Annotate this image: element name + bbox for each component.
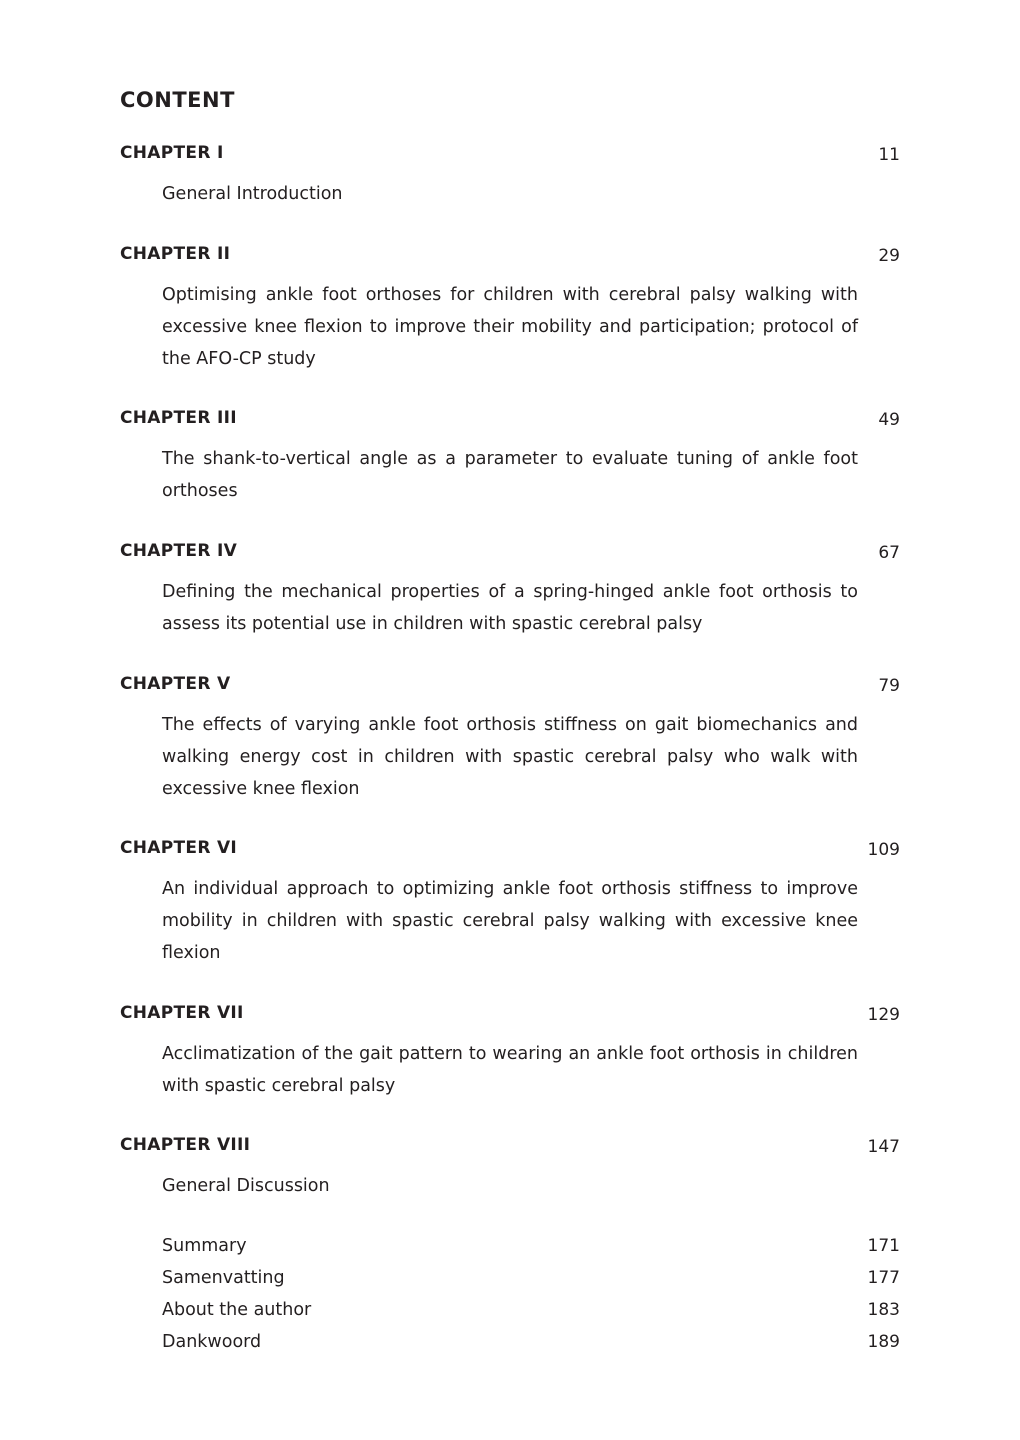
back-matter-label: Dankwoord bbox=[162, 1332, 262, 1352]
chapter-page-number: 79 bbox=[878, 676, 900, 696]
chapter-title: An individual approach to optimizing ankle foot orthosis stiffness to improve mobility in children with spastic cerebral palsy walking with excessive knee flexion bbox=[162, 879, 858, 963]
back-matter-label: Samenvatting bbox=[162, 1268, 285, 1288]
chapter-label: CHAPTER V bbox=[120, 674, 231, 694]
chapter-title: General Introduction bbox=[162, 184, 343, 204]
chapter-title: General Discussion bbox=[162, 1176, 330, 1196]
toc-chapter-2[interactable] bbox=[120, 244, 900, 375]
chapter-page-number: 11 bbox=[878, 145, 900, 165]
back-matter-label: Summary bbox=[162, 1236, 247, 1256]
page-title: CONTENT bbox=[120, 88, 235, 112]
chapter-title: The effects of varying ankle foot orthosis stiffness on gait biomechanics and walking energy cost in children with spastic cerebral palsy who walk with excessive knee flexion bbox=[162, 715, 858, 799]
chapter-label: CHAPTER VI bbox=[120, 838, 238, 858]
back-matter-page-number: 171 bbox=[867, 1236, 900, 1256]
toc-chapter-1[interactable] bbox=[120, 143, 900, 211]
toc-summary[interactable] bbox=[162, 1236, 900, 1260]
chapter-page-number: 29 bbox=[878, 246, 900, 266]
chapter-title: Defining the mechanical properties of a spring-hinged ankle foot orthosis to assess its potential use in children with spastic cerebral palsy bbox=[162, 582, 858, 634]
chapter-label: CHAPTER VIII bbox=[120, 1135, 251, 1155]
chapter-page-number: 129 bbox=[867, 1005, 900, 1025]
chapter-label: CHAPTER III bbox=[120, 408, 237, 428]
chapter-title: The shank-to-vertical angle as a parameter to evaluate tuning of ankle foot orthoses bbox=[162, 449, 858, 501]
chapter-page-number: 67 bbox=[878, 543, 900, 563]
toc-chapter-7[interactable] bbox=[120, 1003, 900, 1103]
chapter-label: CHAPTER II bbox=[120, 244, 231, 264]
toc-samenvatting[interactable] bbox=[162, 1268, 900, 1292]
toc-chapter-3[interactable] bbox=[120, 408, 900, 508]
chapter-label: CHAPTER IV bbox=[120, 541, 238, 561]
back-matter-label: About the author bbox=[162, 1300, 312, 1320]
chapter-page-number: 147 bbox=[867, 1137, 900, 1157]
chapter-label: CHAPTER I bbox=[120, 143, 224, 163]
back-matter-page-number: 189 bbox=[867, 1332, 900, 1352]
back-matter-page-number: 183 bbox=[867, 1300, 900, 1320]
toc-about-the-author[interactable] bbox=[162, 1300, 900, 1324]
toc-chapter-5[interactable] bbox=[120, 674, 900, 805]
toc-chapter-8[interactable] bbox=[120, 1135, 900, 1203]
chapter-label: CHAPTER VII bbox=[120, 1003, 244, 1023]
chapter-title: Acclimatization of the gait pattern to wearing an ankle foot orthosis in children with spastic cerebral palsy bbox=[162, 1044, 858, 1096]
chapter-page-number: 109 bbox=[867, 840, 900, 860]
toc-dankwoord[interactable] bbox=[162, 1332, 900, 1356]
back-matter-page-number: 177 bbox=[867, 1268, 900, 1288]
chapter-title: Optimising ankle foot orthoses for children with cerebral palsy walking with excessive knee flexion to improve their mobility and participation; protocol of the AFO-CP study bbox=[162, 285, 858, 369]
chapter-page-number: 49 bbox=[878, 410, 900, 430]
toc-chapter-6[interactable] bbox=[120, 838, 900, 969]
toc-chapter-4[interactable] bbox=[120, 541, 900, 641]
